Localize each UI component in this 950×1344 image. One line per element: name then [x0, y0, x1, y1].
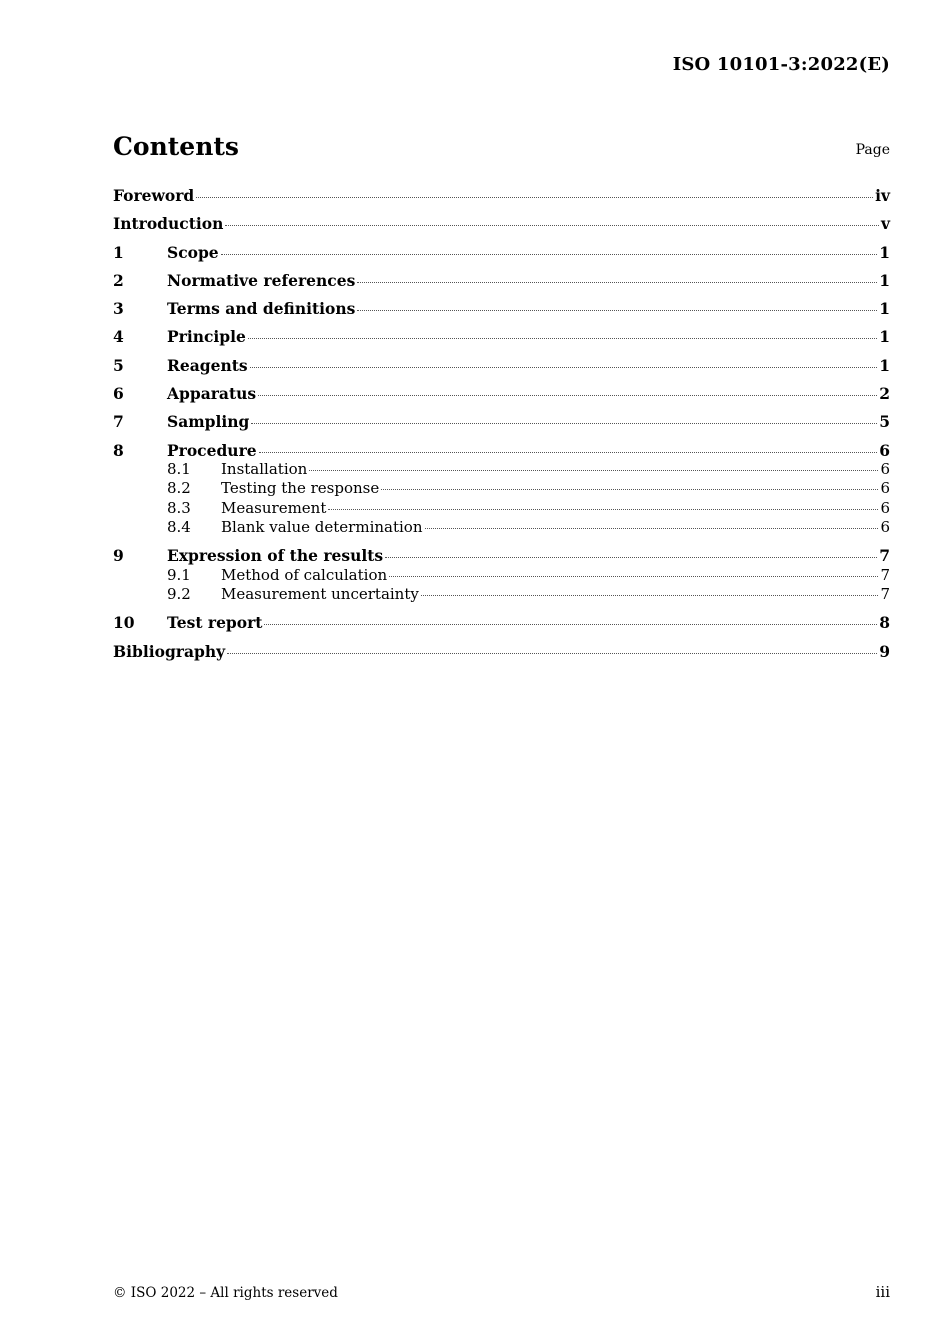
- toc-entry-label: Method of calculation: [221, 565, 388, 584]
- toc-entry-number: 8.3: [167, 498, 191, 517]
- toc-entry[interactable]: [113, 460, 890, 479]
- table-of-contents: [113, 186, 890, 661]
- toc-entry-label: Testing the response: [221, 479, 380, 498]
- toc-entry-label: Procedure: [167, 440, 257, 460]
- toc-entry-label: Apparatus: [167, 383, 257, 403]
- contents-title: Contents: [113, 132, 240, 161]
- toc-entry-number: 1: [113, 242, 124, 262]
- dot-leader: [250, 367, 878, 368]
- toc-entry[interactable]: [113, 186, 890, 205]
- toc-entry-number: 10: [113, 613, 135, 633]
- document-identifier: ISO 10101-3:2022(E): [672, 54, 890, 75]
- toc-entry-label: Terms and definitions: [167, 299, 356, 319]
- toc-entry-page: 1: [879, 327, 890, 347]
- toc-entry[interactable]: [113, 384, 890, 403]
- toc-entry[interactable]: [113, 613, 890, 632]
- toc-entry[interactable]: [113, 566, 890, 585]
- toc-entry[interactable]: [113, 441, 890, 460]
- toc-entry[interactable]: [113, 271, 890, 290]
- toc-entry[interactable]: [113, 585, 890, 604]
- dot-leader: [251, 423, 877, 424]
- dot-leader: [309, 470, 878, 471]
- toc-entry-number: 2: [113, 270, 124, 290]
- toc-entry-page: 6: [880, 518, 890, 537]
- toc-entry-number: 3: [113, 299, 124, 319]
- toc-entry-label: Principle: [167, 327, 246, 347]
- dot-leader: [425, 528, 879, 529]
- toc-entry-number: 4: [113, 327, 124, 347]
- toc-entry[interactable]: [113, 642, 890, 661]
- toc-entry-label: Measurement uncertainty: [221, 585, 419, 604]
- toc-entry-page: 1: [879, 355, 890, 375]
- toc-entry[interactable]: [113, 412, 890, 431]
- dot-leader: [258, 395, 877, 396]
- toc-entry-page: 1: [879, 270, 890, 290]
- toc-entry-label: Measurement: [221, 498, 327, 517]
- toc-entry-page: 6: [879, 440, 890, 460]
- dot-leader: [381, 489, 878, 490]
- toc-entry-label: Introduction: [113, 214, 224, 234]
- toc-entry-page: 9: [879, 641, 890, 661]
- toc-entry-number: 8.4: [167, 518, 191, 537]
- toc-entry-page: 6: [880, 498, 890, 517]
- toc-entry-page: 7: [879, 546, 890, 566]
- toc-entry-label: Expression of the results: [167, 546, 384, 566]
- toc-entry-label: Blank value determination: [221, 518, 423, 537]
- dot-leader: [328, 509, 878, 510]
- toc-entry-number: 8: [113, 440, 124, 460]
- toc-entry-number: 8.2: [167, 479, 191, 498]
- dot-leader: [357, 282, 877, 283]
- toc-entry[interactable]: [113, 327, 890, 346]
- toc-entry-label: Test report: [167, 613, 263, 633]
- toc-entry-number: 6: [113, 383, 124, 403]
- toc-entry-page: 2: [879, 383, 890, 403]
- toc-entry-label: Bibliography: [113, 641, 226, 661]
- page-number: iii: [875, 1283, 890, 1301]
- toc-entry-page: iv: [875, 186, 890, 205]
- toc-entry[interactable]: [113, 479, 890, 498]
- toc-entry-label: Sampling: [167, 412, 250, 432]
- dot-leader: [259, 452, 878, 453]
- toc-entry-page: 8: [879, 613, 890, 633]
- toc-entry-page: 1: [879, 242, 890, 262]
- toc-entry[interactable]: [113, 546, 890, 565]
- toc-entry-page: 7: [880, 585, 890, 604]
- toc-entry-page: 5: [879, 412, 890, 432]
- toc-entry-number: 7: [113, 412, 124, 432]
- toc-entry-number: 5: [113, 355, 124, 375]
- dot-leader: [385, 557, 877, 558]
- dot-leader: [225, 225, 879, 226]
- toc-entry-number: 8.1: [167, 459, 191, 478]
- dot-leader: [248, 338, 877, 339]
- toc-entry-number: 9.2: [167, 585, 191, 604]
- toc-entry[interactable]: [113, 243, 890, 262]
- toc-entry-page: 7: [880, 565, 890, 584]
- toc-entry[interactable]: [113, 356, 890, 375]
- dot-leader: [196, 197, 873, 198]
- toc-entry-label: Normative references: [167, 270, 356, 290]
- toc-entry-page: 1: [879, 299, 890, 319]
- toc-entry-label: Scope: [167, 242, 219, 262]
- toc-entry-page: v: [880, 214, 890, 234]
- page-column-label: Page: [855, 142, 890, 158]
- toc-entry[interactable]: [113, 518, 890, 537]
- toc-entry-number: 9.1: [167, 565, 191, 584]
- toc-entry-label: Reagents: [167, 355, 248, 375]
- toc-entry-page: 6: [880, 459, 890, 478]
- dot-leader: [389, 576, 878, 577]
- dot-leader: [421, 595, 879, 596]
- toc-entry[interactable]: [113, 499, 890, 518]
- dot-leader: [227, 653, 877, 654]
- dot-leader: [264, 624, 877, 625]
- copyright-notice: © ISO 2022 – All rights reserved: [113, 1285, 338, 1301]
- toc-entry-label: Foreword: [113, 186, 195, 205]
- toc-entry[interactable]: [113, 299, 890, 318]
- dot-leader: [357, 310, 877, 311]
- toc-entry[interactable]: [113, 214, 890, 233]
- toc-entry-number: 9: [113, 546, 124, 566]
- toc-entry-page: 6: [880, 479, 890, 498]
- dot-leader: [221, 254, 878, 255]
- toc-entry-label: Installation: [221, 459, 308, 478]
